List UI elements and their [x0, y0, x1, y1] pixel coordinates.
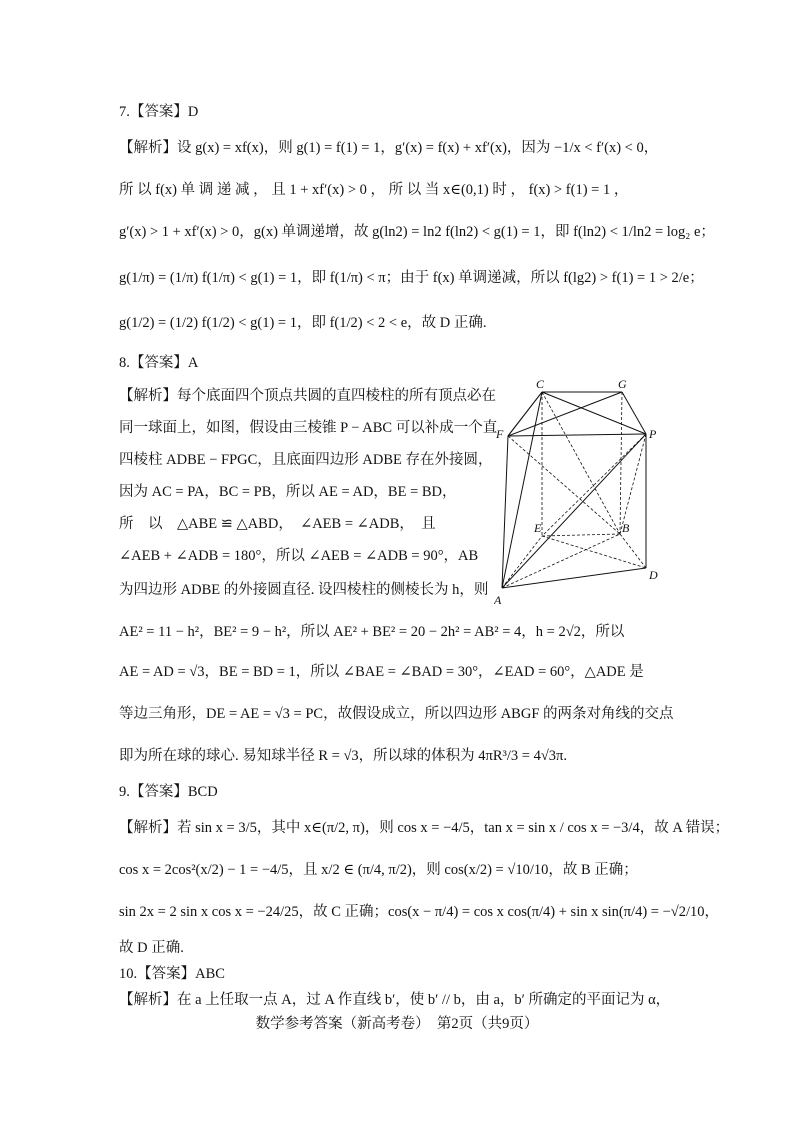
edge-ED — [542, 536, 646, 568]
q8-line-10: 等边三角形，DE = AE = √3 = PC，故假设成立，所以四边形 ABGF 的两条对角线的交点 — [119, 706, 674, 722]
edge-GB — [620, 392, 622, 534]
q8-header: 8.【答案】A — [119, 355, 199, 371]
q7-line-1-text: 【解析】设 g(x) = xf(x)，则 g(1) = f(1) = 1，g′(x) = f(x) + xf′(x)，因为 −1/x < f′(x) < 0， — [119, 140, 659, 156]
edge-FP — [508, 434, 646, 436]
label-C: C — [536, 377, 545, 391]
q9-line-3: sin 2x = 2 sin x cos x = −24/25，故 C 正确；cos(x − π/4) = cos x cos(π/4) + sin x sin(π/4) = −√2/10， — [119, 904, 720, 920]
edge-BD — [620, 534, 646, 568]
q8-line-8: AE² = 11 − h²，BE² = 9 − h²，所以 AE² + BE² = 20 − 2h² = AB² = 4，h = 2√2，所以 — [119, 624, 625, 640]
q8-line-6: ∠AEB + ∠ADB = 180°，所以 ∠AEB = ∠ADB = 90°，AB — [119, 548, 479, 564]
q7-line-1 — [119, 138, 658, 158]
q9-header: 9.【答案】BCD — [119, 784, 218, 800]
edge-CP — [542, 392, 646, 434]
q10-header: 10.【答案】ABC — [119, 966, 225, 982]
label-D: D — [649, 568, 658, 582]
edge-PE — [542, 434, 646, 536]
prism-figure — [494, 376, 664, 608]
page-footer: 数学参考答案（新高考卷） 第2页（共9页） — [255, 1016, 539, 1032]
edge-AD — [502, 568, 646, 588]
label-B: B — [622, 521, 630, 535]
q9-line-2: cos x = 2cos²(x/2) − 1 = −4/5，且 x/2 ∈ (π/4, π/2)，则 cos(x/2) = √10/10，故 B 正确； — [119, 862, 638, 878]
q8-line-3: 四棱柱 ADBE − FPGC，且底面四边形 ADBE 存在外接圆， — [119, 452, 493, 468]
q8-line-5: 所 以 △ABE ≌ △ABD， ∠AEB = ∠ADB， 且 — [119, 516, 436, 532]
label-G: G — [618, 377, 627, 391]
q8-line-4: 因为 AC = PA，BC = PB，所以 AE = AD，BE = BD， — [119, 484, 457, 500]
q8-line-9: AE = AD = √3，BE = BD = 1，所以 ∠BAE = ∠BAD = 30°，∠EAD = 60°，△ADE 是 — [119, 664, 644, 680]
edge-EB — [542, 534, 620, 536]
edge-AP — [502, 434, 646, 588]
q9-line-1: 【解析】若 sin x = 3/5，其中 x∈(π/2, π)，则 cos x = −4/5，tan x = sin x / cos x = −3/4，故 A 错误； — [119, 820, 730, 836]
label-A: A — [494, 593, 502, 607]
q7-line-2: 所 以 f(x) 单 调 递 减 ， 且 1 + xf′(x) > 0 ， 所 以 当 x∈(0,1) 时 ， f(x) > f(1) = 1 ， — [119, 182, 629, 198]
edge-GP — [622, 392, 646, 434]
q8-line-2: 同一球面上，如图，假设由三棱锥 P − ABC 可以补成一个直 — [119, 420, 498, 436]
q8-line-1: 【解析】每个底面四个顶点共圆的直四棱柱的所有顶点必在 — [119, 388, 496, 404]
label-F: F — [496, 427, 504, 441]
edge-AE — [502, 536, 542, 588]
q10-line-1: 【解析】在 a 上任取一点 A，过 A 作直线 b′，使 b′ // b，由 a，b′ 所确定的平面记为 α， — [119, 992, 671, 1008]
edge-AC — [502, 392, 542, 588]
q7-line-5: g(1/2) = (1/2) f(1/2) < g(1) = 1，即 f(1/2) < 2 < e，故 D 正确. — [119, 315, 487, 331]
label-E: E — [534, 521, 542, 535]
q9-line-4: 故 D 正确. — [119, 940, 184, 956]
q8-line-7: 为四边形 ADBE 的外接圆直径. 设四棱柱的侧棱长为 h，则 — [119, 582, 489, 598]
prism-diagram — [494, 376, 664, 608]
q8-line-11: 即为所在球的球心. 易知球半径 R = √3，所以球的体积为 4πR³/3 = 4√3π. — [119, 748, 568, 764]
q7-header: 7.【答案】D — [119, 104, 199, 120]
edge-FB — [508, 436, 620, 534]
label-P: P — [649, 427, 657, 441]
q7-line-3: g′(x) > 1 + xf′(x) > 0，g(x) 单调递增，故 g(ln2) = ln2 f(ln2) < g(1) = 1，即 f(ln2) < 1/ln2 = log₂ e； — [119, 224, 715, 240]
edge-PB — [620, 434, 646, 534]
edge-CB — [542, 392, 620, 534]
q7-line-4: g(1/π) = (1/π) f(1/π) < g(1) = 1，即 f(1/π) < π；由于 f(x) 单调递减，所以 f(lg2) > f(1) = 1 > 2/e； — [119, 270, 704, 286]
